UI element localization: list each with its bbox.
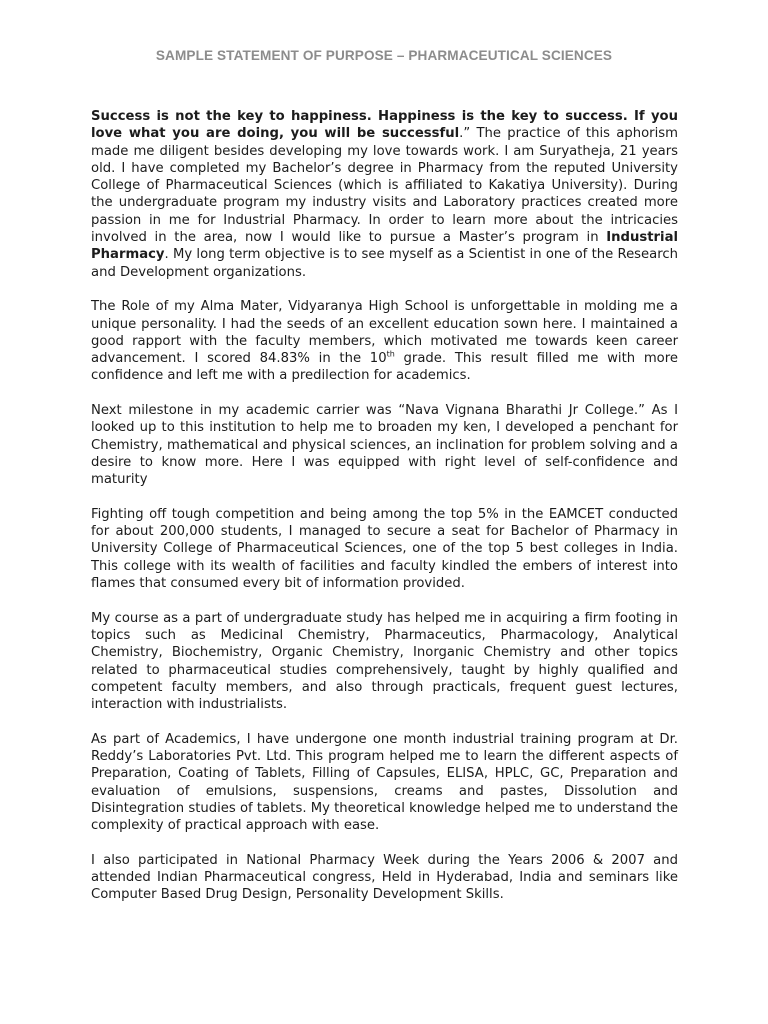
paragraph-1-text-b: . My long term objective is to see myself as a Scientist in one of the Research and Development organizations. xyxy=(91,247,678,280)
paragraph-3: Next milestone in my academic carrier was “Nava Vignana Bharathi Jr College.” As I looked up to this institution to help me to broaden my ken, I developed a penchant for Chemistry, mathematical and physical sciences, an inclination for problem solving and a desire to know more. Here I was equipped with right level of self-confidence and maturity xyxy=(91,403,678,488)
paragraph-1 xyxy=(91,108,678,281)
paragraph-2-text-b: grade. This result filled me with more confidence and left me with a predilection for academics. xyxy=(91,351,678,384)
ordinal-suffix: th xyxy=(386,349,395,359)
paragraph-2-text-a: The Role of my Alma Mater, Vidyaranya High School is unforgettable in molding me a unique personality. I had the seeds of an excellent education sown here. I maintained a good rapport with the faculty members, which motivated me towards keen career advancement. I scored 84.83% in the 10 xyxy=(91,299,678,367)
document-body xyxy=(91,108,678,921)
document-title: SAMPLE STATEMENT OF PURPOSE – PHARMACEUTICAL SCIENCES xyxy=(155,48,613,63)
paragraph-7: I also participated in National Pharmacy Week during the Years 2006 & 2007 and attended Indian Pharmaceutical congress, Held in Hyderabad, India and seminars like Computer Based Drug Design, Personality Development Skills. xyxy=(91,852,678,903)
paragraph-6: As part of Academics, I have undergone one month industrial training program at Dr. Reddy’s Laboratories Pvt. Ltd. This program helped me to learn the different aspects of Preparation, Coating of Tablets, Filling of Capsules, ELISA, HPLC, GC, Preparation and evaluation of emulsions, suspensions, creams and pastes, Dissolution and Disintegration studies of tablets. My theoretical knowledge helped me to understand the complexity of practical approach with ease. xyxy=(91,731,678,834)
paragraph-4: Fighting off tough competition and being among the top 5% in the EAMCET conducted for about 200,000 students, I managed to secure a seat for Bachelor of Pharmacy in University College of Pharmaceutical Sciences, one of the top 5 best colleges in India. This college with its wealth of facilities and faculty kindled the embers of interest into flames that consumed every bit of information provided. xyxy=(91,506,678,592)
program-name: Industrial Pharmacy xyxy=(91,230,678,263)
paragraph-2 xyxy=(91,298,678,384)
opening-quote: Success is not the key to happiness. Happiness is the key to success. If you love what you are doing, you will be successful xyxy=(91,109,678,142)
paragraph-5: My course as a part of undergraduate study has helped me in acquiring a firm footing in topics such as Medicinal Chemistry, Pharmaceutics, Pharmacology, Analytical Chemistry, Biochemistry, Organic Chemistry, Inorganic Chemistry and other topics related to pharmaceutical studies comprehensively, taught by highly qualified and competent faculty members, and also through practicals, frequent guest lectures, interaction with industrialists. xyxy=(91,610,678,713)
paragraph-1-text-a: .” The practice of this aphorism made me diligent besides developing my love towards work. I am Suryatheja, 21 years old. I have completed my Bachelor’s degree in Pharmacy from the reputed University College of Pharmaceutical Sciences (which is affiliated to Kakatiya University). During the undergraduate program my industry visits and Laboratory practices created more passion in me for Industrial Pharmacy. In order to learn more about the intricacies involved in the area, now I would like to pursue a Master’s program in xyxy=(91,126,678,246)
